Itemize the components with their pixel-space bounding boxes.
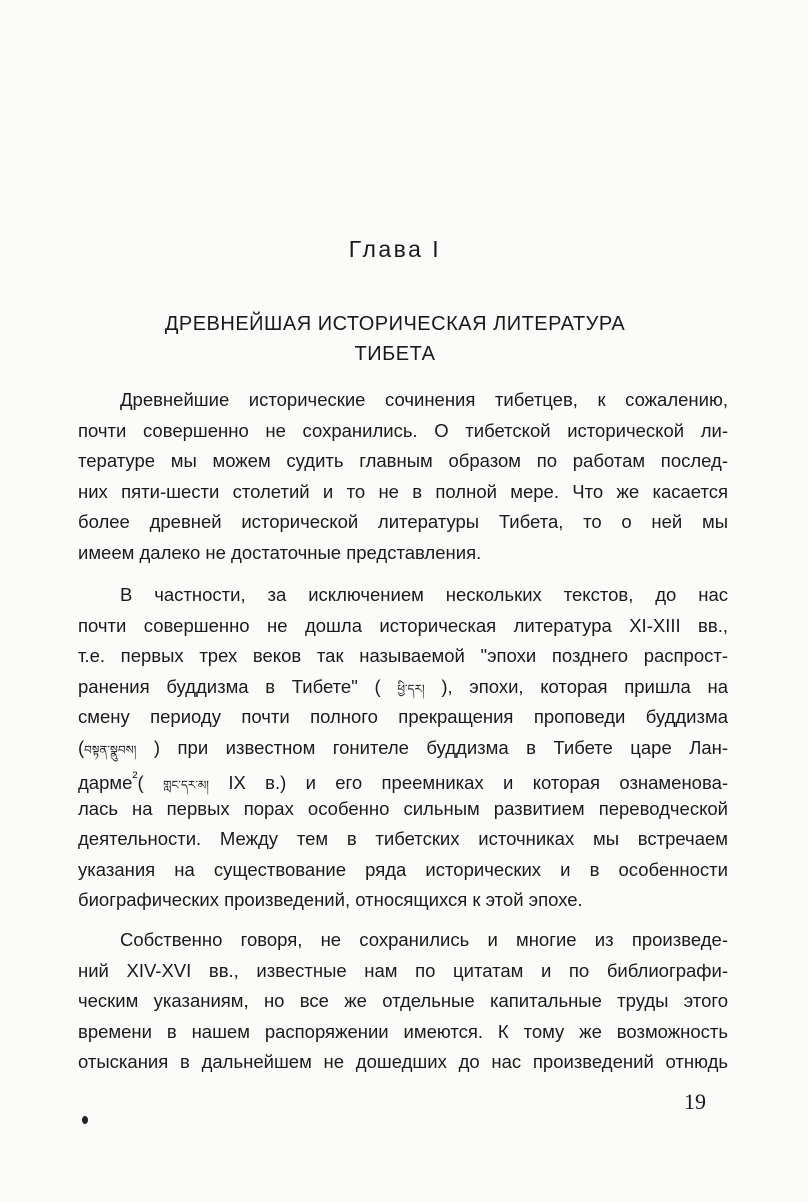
text-line: т.е. первых трех веков так называемой "эпохи позднего распрост- [78,645,728,666]
text-line: почти совершенно не дошла историческая литература XI-XIII вв., [78,614,728,636]
page-number: 19 [684,1089,706,1114]
text-fragment: дарме [78,772,133,794]
text-line: ний XIV-XVI вв., известные нам по цитатам и по библиографи- [78,959,728,981]
tibetan-term: བསྟན་སྣུབས། [84,742,137,757]
text-line: времени в нашем распоряжении имеются. К тому же возможность [78,1020,728,1042]
paragraph-3 [78,925,728,1078]
text-fragment: ( [137,772,144,794]
text-line: Древнейшие исторические сочинения тибетцев, к сожалению, [120,389,728,410]
text-line: почти совершенно не сохранились. О тибетской исторической ли- [78,419,728,441]
text-fragment: ранения буддизма в Тибете" ( [78,675,381,697]
text-line: них пяти-шести столетий и то не в полной мере. Что же касается [78,480,728,502]
text-line: деятельности. Между тем в тибетских источниках мы встречаем [78,828,728,849]
text-fragment: ), эпохи, которая пришла на [441,675,729,697]
text-line [78,672,728,703]
text-line: смену периоду почти полного прекращения проповеди буддизма [78,706,728,727]
text-line [78,733,728,764]
text-line: более древней исторической литературы Тибета, то о ней мы [78,511,728,532]
text-line: Собственно говоря, не сохранились и многие из произведе- [120,929,728,950]
text-line: ческим указаниям, но все же отдельные капитальные труды этого [78,990,728,1011]
chapter-title-line-2: ТИБЕТА [354,343,436,365]
chapter-title-line-1: ДРЕВНЕЙШАЯ ИСТОРИЧЕСКАЯ ЛИТЕРАТУРА [164,313,626,335]
text-line: тературе мы можем судить главным образом по работам послед- [78,450,728,471]
text-line: отыскания в дальнейшем не дошедших до нас произведений отнюдь [78,1051,728,1072]
paragraph-1 [78,385,728,568]
text-line: указания на существование ряда исторических и в особенности [78,858,728,880]
text-line: имеем далеко не достаточные представления. [78,541,482,563]
tibetan-term: ཕྱི་དར། [397,681,425,696]
text-line: В частности, за исключением нескольких текстов, до нас [120,584,728,605]
text-fragment: ) при известном гонителе буддизма в Тибете царе Лан- [153,736,729,758]
footnote-mark: ² [132,769,138,786]
text-fragment: ( [78,736,85,758]
text-line [78,763,728,794]
chapter-heading: Глава I [348,236,442,262]
tibetan-term: གླང་དར་མ། [163,778,209,793]
text-line: лась на первых порах особенно сильным развитием переводческой [78,797,728,819]
text-line: биографических произведений, относящихся к этой эпохе. [78,889,583,910]
ink-speck [82,1116,88,1124]
paragraph-2 [78,580,728,916]
text-fragment: IX в.) и его преемниках и которая ознаменова- [228,772,729,794]
